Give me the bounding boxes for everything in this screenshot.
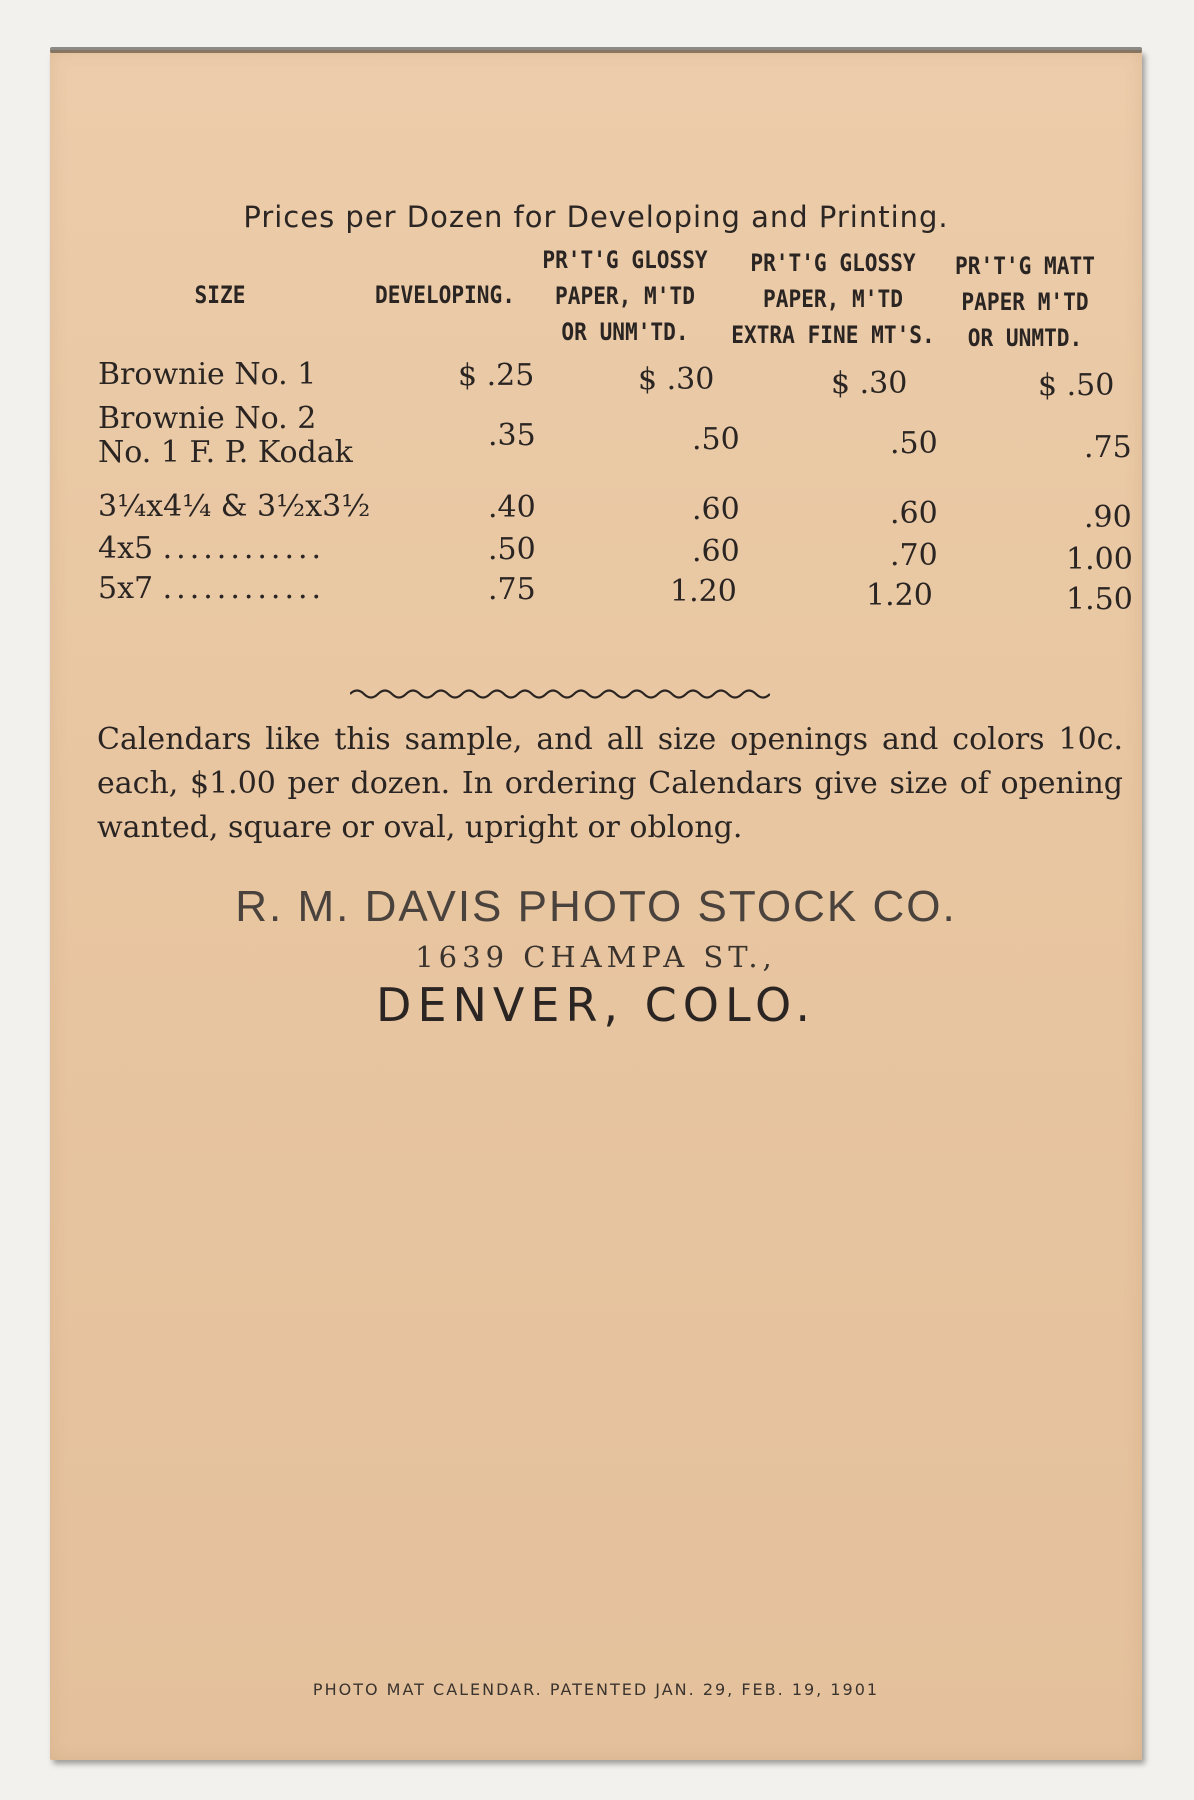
- developing-price: .50: [488, 532, 536, 567]
- matt-price: $ .50: [1038, 368, 1115, 403]
- glossy-fine-price: .50: [890, 426, 938, 461]
- developing-price: .35: [488, 418, 536, 453]
- wavy-divider: [350, 680, 770, 706]
- column-header-line: PAPER, M'TD: [555, 282, 695, 310]
- matt-price: .90: [1084, 500, 1132, 535]
- glossy-price: $ .30: [638, 362, 715, 397]
- size-cell: [98, 532, 325, 566]
- column-header-line: PR'T'G MATT: [955, 252, 1095, 280]
- patent-notice: PHOTO MAT CALENDAR. PATENTED JAN. 29, FEB. 19, 1901: [312, 1680, 880, 1699]
- column-header-size-line: SIZE: [194, 281, 246, 309]
- column-header-line: PAPER M'TD: [961, 288, 1089, 316]
- column-header-line: OR UNM'TD.: [561, 318, 689, 346]
- column-header-line: EXTRA FINE MT'S.: [731, 321, 935, 349]
- street-address: 1639 CHAMPA ST.,: [415, 940, 777, 974]
- column-header-line: PR'T'G GLOSSY: [750, 249, 916, 277]
- glossy-price: .60: [692, 534, 740, 569]
- developing-price: .40: [488, 490, 536, 525]
- card-top-edge: [50, 47, 1142, 53]
- column-header-matt: [924, 248, 1126, 356]
- size-cell: [98, 402, 353, 470]
- column-header-line: OR UNMTD.: [967, 324, 1083, 352]
- size-cell: 3¼x4¼ & 3½x3½: [98, 489, 371, 524]
- glossy-price: .60: [692, 492, 740, 527]
- size-label: 5x7: [98, 571, 154, 606]
- company-name: R. M. DAVIS PHOTO STOCK CO.: [235, 882, 957, 931]
- glossy-fine-price: .60: [890, 496, 938, 531]
- size-label: 4x5: [98, 531, 154, 566]
- column-header-line: PR'T'G GLOSSY: [542, 246, 708, 274]
- glossy-price: 1.20: [670, 574, 737, 609]
- size-cell: Brownie No. 1: [98, 357, 317, 392]
- size-line: No. 1 F. P. Kodak: [98, 435, 353, 470]
- developing-price: .75: [488, 572, 536, 607]
- leader-dots: ............: [162, 571, 326, 606]
- column-header-size: [158, 277, 281, 313]
- matt-price: 1.50: [1066, 582, 1133, 617]
- calendar-note: Calendars like this sample, and all size openings and colors 10c. each, $1.00 per dozen. In ordering Calendars give size of opening wanted, square or oval, upright or oblong.: [97, 722, 1123, 845]
- size-line: Brownie No. 2: [98, 401, 317, 436]
- glossy-fine-price: 1.20: [866, 578, 933, 613]
- column-header-glossy-1: [515, 242, 735, 350]
- city-name: DENVER, COLO.: [376, 978, 816, 1032]
- developing-price: $ .25: [458, 358, 535, 393]
- column-header-line: PAPER, M'TD: [763, 285, 903, 313]
- glossy-fine-price: .70: [890, 538, 938, 573]
- column-header-glossy-2: [723, 245, 943, 353]
- column-header-developing-line: DEVELOPING.: [375, 281, 515, 309]
- leader-dots: ............: [162, 531, 326, 566]
- price-heading: Prices per Dozen for Developing and Printing.: [243, 200, 949, 234]
- glossy-fine-price: $ .30: [831, 366, 908, 401]
- glossy-price: .50: [692, 422, 740, 457]
- size-cell: [98, 572, 325, 606]
- matt-price: 1.00: [1066, 542, 1133, 577]
- price-card: [50, 50, 1142, 1760]
- matt-price: .75: [1084, 430, 1132, 465]
